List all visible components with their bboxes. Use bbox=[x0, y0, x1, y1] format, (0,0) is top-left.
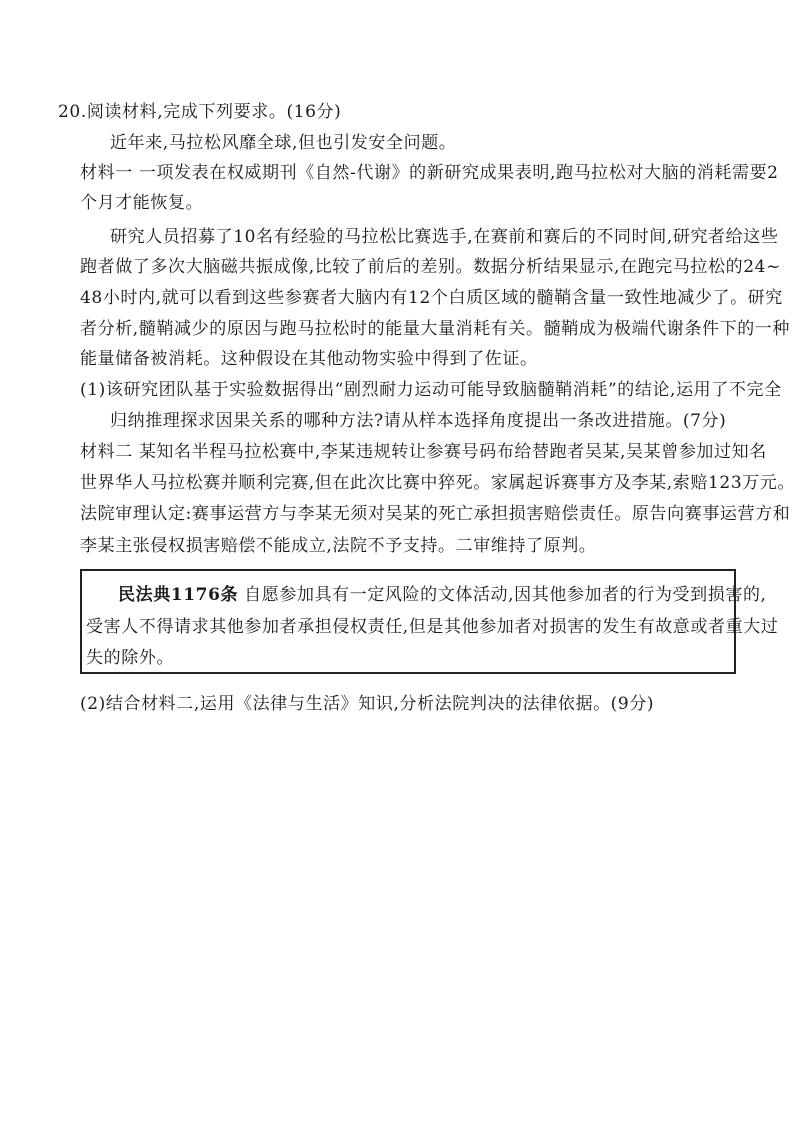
material2-text: 某知名半程马拉松赛中,李某违规转让参赛号码布给替跑者吴某,吴某曾参加过知名 bbox=[138, 442, 767, 462]
subquestion2: (2)结合材料二,运用《法律与生活》知识,分析法院判决的法律依据。(9分) bbox=[80, 694, 655, 714]
material2-line: 李某主张侵权损害赔偿不能成立,法院不予支持。二审维持了原判。 bbox=[80, 536, 597, 556]
subquestion1-line: (1)该研究团队基于实验数据得出“剧烈耐力运动可能导致脑髓鞘消耗”的结论,运用了不完全 bbox=[80, 380, 782, 400]
civil-code-line: 受害人不得请求其他参加者承担侵权责任,但是其他参加者对损害的发生有故意或者重大过 bbox=[86, 617, 779, 637]
material1-paragraph-line: 能量储备被消耗。这种假设在其他动物实验中得到了佐证。 bbox=[80, 349, 538, 369]
subquestion1-line: 归纳推理探求因果关系的哪种方法?请从样本选择角度提出一条改进措施。(7分) bbox=[110, 411, 727, 431]
material1-paragraph-line: 者分析,髓鞘减少的原因与跑马拉松时的能量大量消耗有关。髓鞘成为极端代谢条件下的一种 bbox=[80, 319, 791, 339]
material2-label: 材料二 bbox=[80, 442, 133, 462]
civil-code-label: 民法典1176条 bbox=[118, 585, 239, 605]
material1-paragraph-line: 跑者做了多次大脑磁共振成像,比较了前后的差别。数据分析结果显示,在跑完马拉松的24~ bbox=[80, 257, 781, 277]
material2-line: 法院审理认定:赛事运营方与李某无须对吴某的死亡承担损害赔偿责任。原告向赛事运营方和 bbox=[80, 504, 791, 524]
material2-line bbox=[80, 441, 767, 463]
material1-text: 一项发表在权威期刊《自然-代谢》的新研究成果表明,跑马拉松对大脑的消耗需要2 bbox=[138, 163, 779, 183]
material1-line: 个月才能恢复。 bbox=[80, 193, 204, 213]
civil-code-line: 失的除外。 bbox=[86, 648, 174, 668]
question-intro: 近年来,马拉松风靡全球,但也引发安全问题。 bbox=[110, 133, 457, 153]
material2-line: 世界华人马拉松赛并顺利完赛,但在此次比赛中猝死。家属起诉赛事方及李某,索赔123万元。 bbox=[80, 473, 796, 493]
civil-code-line bbox=[118, 584, 767, 606]
material1-label: 材料一 bbox=[80, 163, 133, 183]
material1-paragraph-line: 研究人员招募了10名有经验的马拉松比赛选手,在赛前和赛后的不同时间,研究者给这些 bbox=[110, 227, 779, 247]
question-title: 20.阅读材料,完成下列要求。(16分) bbox=[58, 102, 342, 122]
civil-code-text: 自愿参加具有一定风险的文体活动,因其他参加者的行为受到损害的, bbox=[244, 585, 767, 605]
material1-paragraph-line: 48小时内,就可以看到这些参赛者大脑内有12个白质区域的髓鞘含量一致性地减少了。研究 bbox=[80, 288, 783, 308]
material1-line bbox=[80, 162, 779, 184]
